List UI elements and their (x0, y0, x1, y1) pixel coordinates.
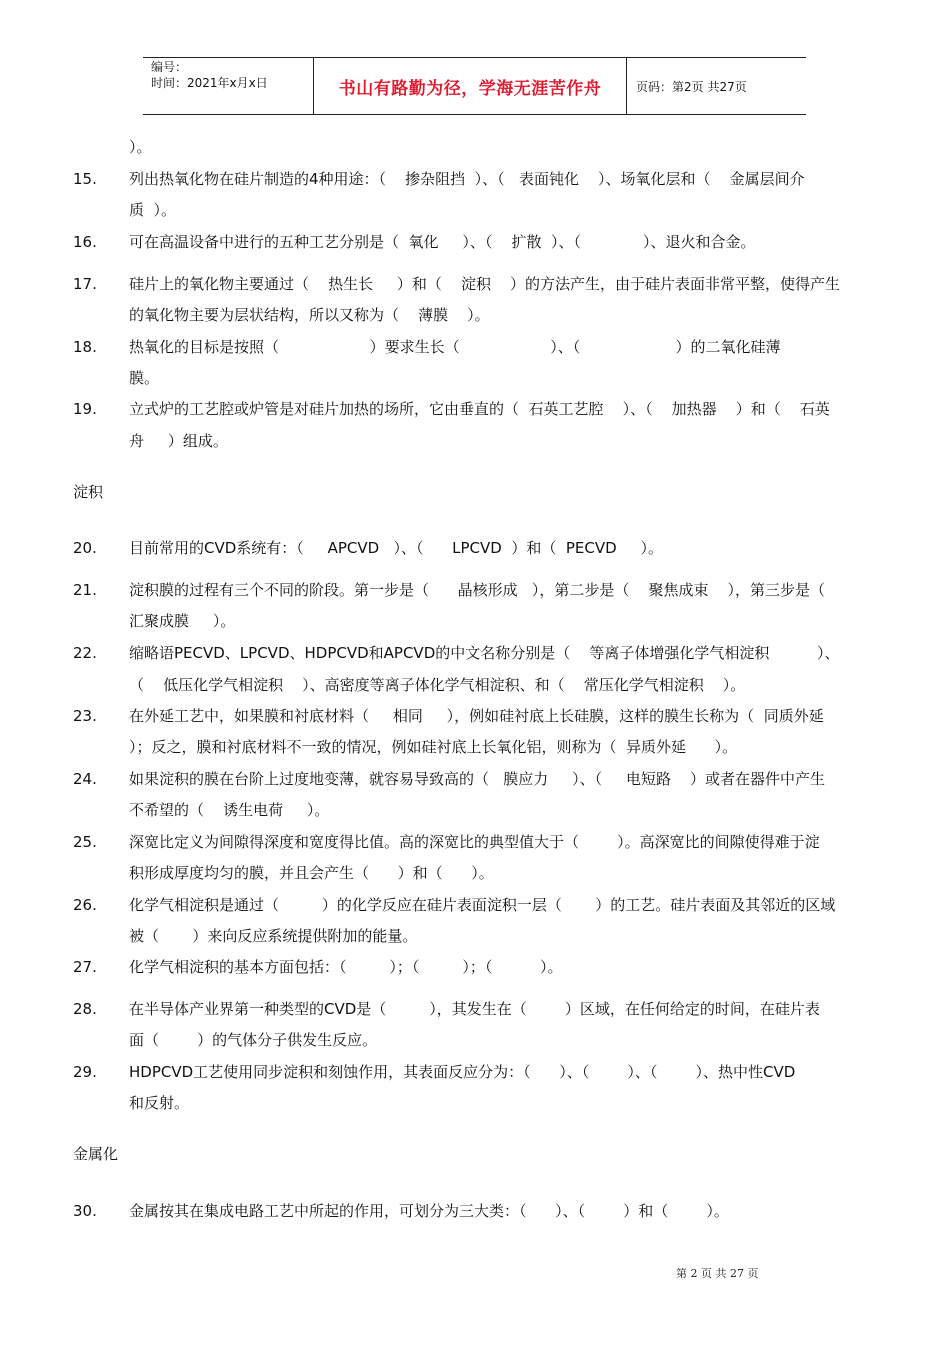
question-28: 28. 在半导体产业界第一种类型的CVD是（ ），其发生在（ ）区域，在任何给定的时间，在硅片表 (73, 1000, 820, 1018)
question-20: 20. 目前常用的CVD系统有：（ APCVD ）、（ LPCVD ）和（ PECVD ）。 (73, 539, 664, 557)
text-line: （ 低压化学气相淀积 ）、高密度等离子体化学气相淀积、和（ 常压化学气相淀积 ）。 (129, 676, 746, 694)
text-line: ）；反之，膜和衬底材料不一致的情况，例如硅衬底上长氧化铝，则称为（ 异质外延 ）。 (129, 738, 738, 756)
header-page-label: 页码：第2页 共27页 (636, 79, 747, 94)
question-29: 29. HDPCVD工艺使用同步淀积和刻蚀作用，其表面反应分为：（ ）、（ ）、（ ）、热中性CVD (73, 1063, 796, 1081)
header-meta (143, 58, 313, 114)
question-18: 18. 热氧化的目标是按照（ ）要求生长（ ）、（ ）的二氧化硅薄 (73, 338, 781, 356)
question-30: 30. 金属按其在集成电路工艺中所起的作用，可划分为三大类：（ ）、（ ）和（ ）。 (73, 1202, 729, 1220)
code-label: 编号： (151, 60, 188, 74)
text-line: 舟 ）组成。 (129, 432, 228, 450)
text-line: ）。 (129, 138, 152, 156)
page-footer: 第 2 页 共 27 页 (676, 1267, 759, 1280)
question-21: 21. 淀积膜的过程有三个不同的阶段。第一步是（ 晶核形成 ），第二步是（ 聚焦成束 ），第三步是（ (73, 581, 826, 599)
text-line: 积形成厚度均匀的膜，并且会产生（ ）和（ ）。 (129, 864, 494, 882)
question-15: 15. 列出热氧化物在硅片制造的4种用途：（ 掺杂阻挡 ）、（ 表面钝化 ）、场氧化层和（ 金属层间介 (73, 170, 805, 188)
question-19: 19. 立式炉的工艺腔或炉管是对硅片加热的场所，它由垂直的（ 石英工艺腔 ）、（ 加热器 ）和（ 石英 (73, 400, 830, 418)
question-17: 17. 硅片上的氧化物主要通过（ 热生长 ）和（ 淀积 ）的方法产生，由于硅片表面非常平整，使得产生 (73, 275, 841, 293)
question-25: 25. 深宽比定义为间隙得深度和宽度得比值。高的深宽比的典型值大于（ ）。高深宽比的间隙使得难于淀 (73, 833, 820, 851)
question-26: 26. 化学气相淀积是通过（ ）的化学反应在硅片表面淀积一层（ ）的工艺。硅片表面及其邻近的区域 (73, 896, 836, 914)
text-line: 的氧化物主要为层状结构，所以又称为（ 薄膜 ）。 (129, 306, 490, 324)
text-line: 质 ）。 (129, 201, 177, 219)
question-16: 16. 可在高温设备中进行的五种工艺分别是（ 氧化 ）、（ 扩散 ）、（ ）、退火和合金。 (73, 233, 756, 251)
time-label: 时间：2021年x月x日 (151, 76, 268, 90)
text-line: 汇聚成膜 ）。 (129, 612, 236, 630)
text-line: 膜。 (129, 369, 160, 387)
text-line: 和反射。 (129, 1094, 190, 1112)
section-heading-deposition: 淀积 (73, 483, 104, 501)
question-27: 27. 化学气相淀积的基本方面包括：（ ）；（ ）；（ ）。 (73, 958, 563, 976)
text-line: 被（ ）来向反应系统提供附加的能量。 (129, 927, 418, 945)
header-motto: 书山有路勤为径，学海无涯苦作舟 (313, 58, 627, 114)
question-24: 24. 如果淀积的膜在台阶上过度地变薄，就容易导致高的（ 膜应力 ）、（ 电短路 ）或者在器件中产生 (73, 770, 826, 788)
page-header (143, 57, 806, 115)
text-line: 面（ ）的气体分子供发生反应。 (129, 1031, 378, 1049)
text-line: 不希望的（ 诱生电荷 ）。 (129, 801, 330, 819)
question-22: 22. 缩略语PECVD、LPCVD、HDPCVD和APCVD的中文名称分别是（ 等离子体增强化学气相淀积 ）、 (73, 644, 840, 662)
section-heading-metallization: 金属化 (73, 1145, 119, 1163)
question-23: 23. 在外延工艺中，如果膜和衬底材料（ 相同 ），例如硅衬底上长硅膜，这样的膜生长称为（ 同质外延 (73, 707, 824, 725)
